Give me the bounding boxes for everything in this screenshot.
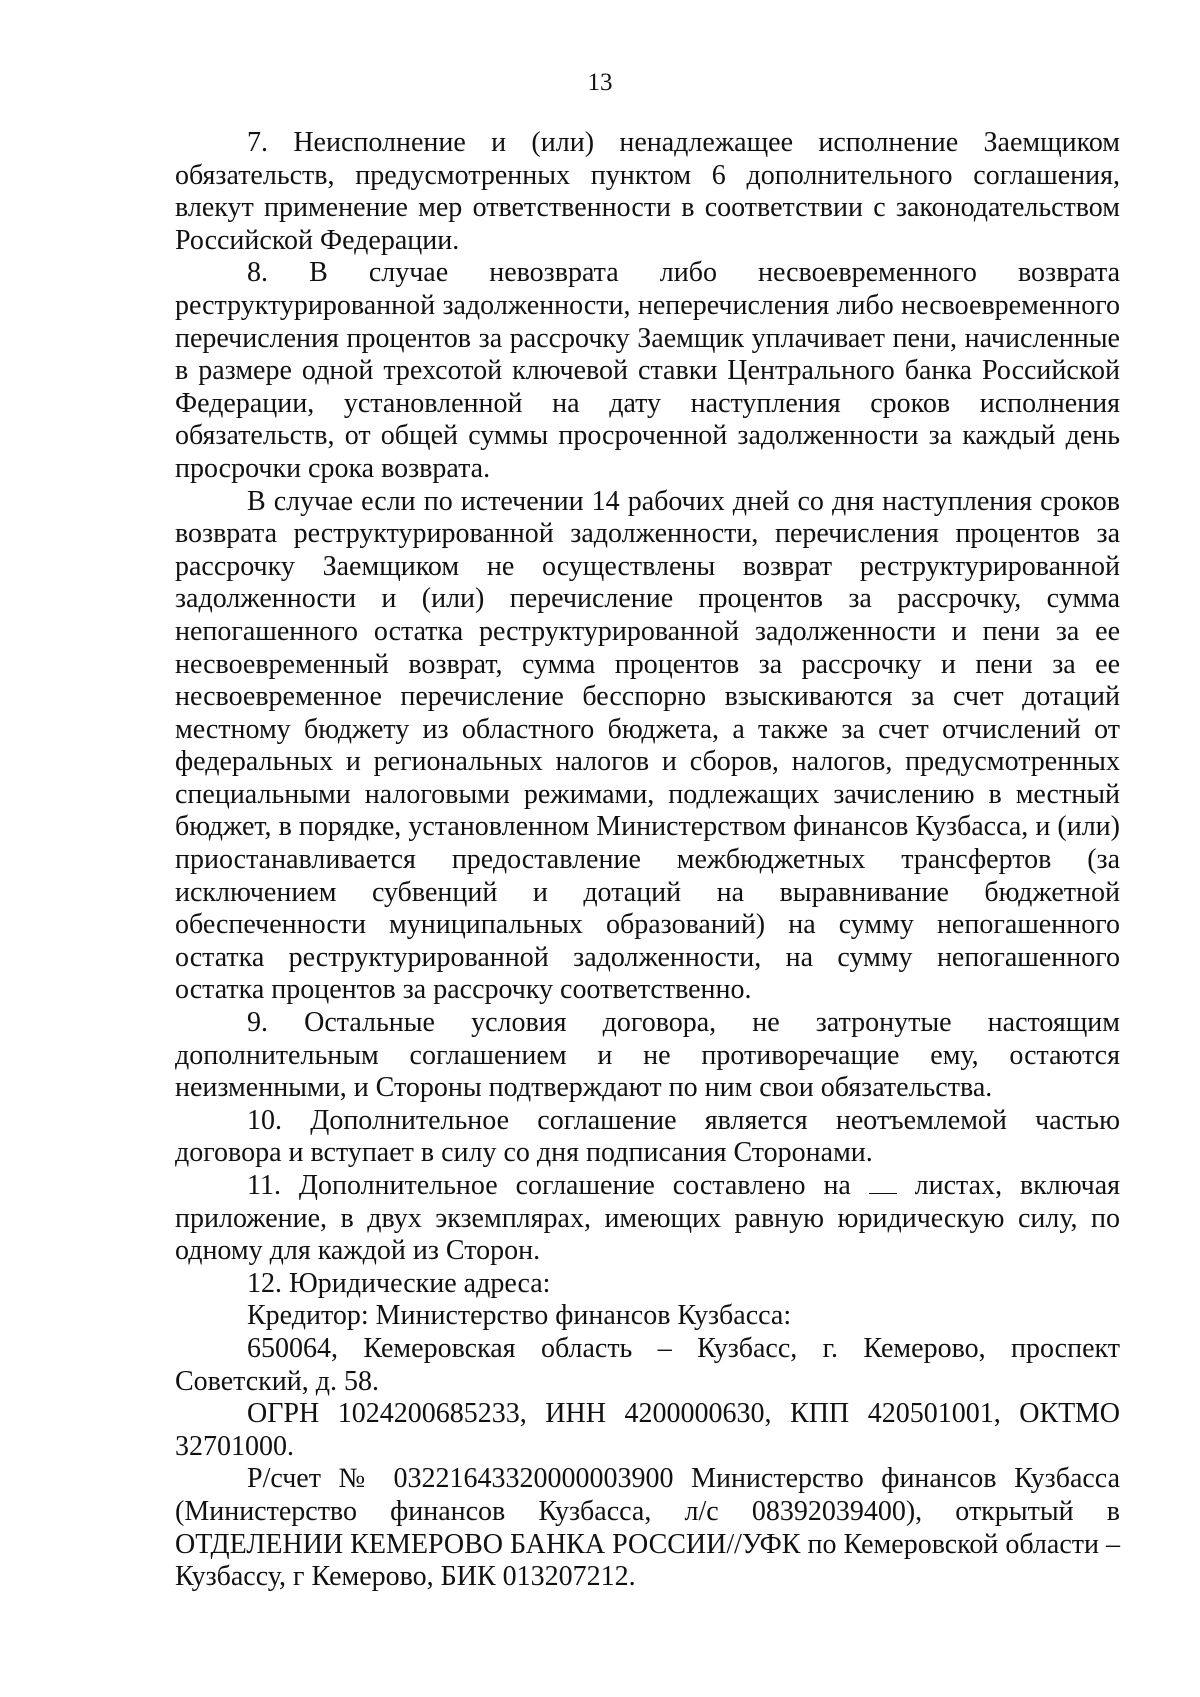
paragraph-11-end: листах, включая приложение, в двух экземплярах, имеющих равную юридическую силу, по одному для каждой из Сторон. — [175, 1170, 1120, 1267]
sheet-count-blank — [869, 1171, 897, 1194]
paragraph-7: 7. Неисполнение и (или) ненадлежащее исполнение Заемщиком обязательств, предусмотренных пунктом 6 дополнительного соглашения, влекут применение мер ответственности в соответствии с законодательством Российской Федерации. — [175, 127, 1120, 256]
paragraph-12: 12. Юридические адреса: — [247, 1267, 551, 1299]
paragraph-8: 8. В случае невозврата либо несвоевременного возврата реструктурированной задолженности, неперечисления либо несвоевременного перечисления процентов за рассрочку Заемщик уплачивает пени, начисленные в размере одной трехсотой ключевой ставки Центрального банка Российской Федерации, установленной на дату наступления сроков исполнения обязательств, от общей суммы просроченной задолженности за каждый день просрочки срока возврата. — [175, 257, 1120, 484]
creditor-bank-account: Р/счет № 03221643320000003900 Министерство финансов Кузбасса (Министерство финансов Кузбасса, л/с 08392039400), открытый в ОТДЕЛЕНИИ КЕМЕРОВО БАНКА РОССИИ//УФК по Кемеровской области – Кузбассу, г Кемерово, БИК 013207212. — [175, 1463, 1120, 1593]
paragraph-10: 10. Дополнительное соглашение является неотъемлемой частью договора и вступает в силу со дня подписания Сторонами. — [175, 1104, 1120, 1169]
paragraph-9: 9. Остальные условия договора, не затронутые настоящим дополнительным соглашением и не противоречащие ему, остаются неизменными, и Стороны подтверждают по ним свои обязательства. — [175, 1007, 1120, 1104]
creditor-line: Кредитор: Министерство финансов Кузбасса: — [247, 1300, 792, 1332]
creditor-address: 650064, Кемеровская область – Кузбасс, г. Кемерово, проспект Советский, д. 58. — [175, 1332, 1120, 1397]
page-number: 13 — [587, 69, 613, 96]
paragraph-11 — [175, 1170, 1120, 1268]
document-body — [175, 127, 1120, 1594]
paragraph-11-start: 11. Дополнительное соглашение составлено на — [247, 1170, 851, 1201]
creditor-registration-codes: ОГРН 1024200685233, ИНН 4200000630, КПП 420501001, ОКТМО 32701000. — [175, 1398, 1120, 1462]
paragraph-8-continuation: В случае если по истечении 14 рабочих дней со дня наступления сроков возврата реструктурированной задолженности, перечисления процентов за рассрочку Заемщиком не осуществлены возврат реструктурированной задолженности и (или) перечисление процентов за рассрочку, сумма непогашенного остатка реструктурированной задолженности и пени за ее несвоевременный возврат, сумма процентов за рассрочку и пени за ее несвоевременное перечисление бесспорно взыскиваются за счет дотаций местному бюджету из областного бюджета, а также за счет отчислений от федеральных и региональных налогов и сборов, налогов, предусмотренных специальными налоговыми режимами, подлежащих зачислению в местный бюджет, в порядке, установленном Министерством финансов Кузбасса, и (или) приостанавливается предоставление межбюджетных трансфертов (за исключением субвенций и дотаций на выравнивание бюджетной обеспеченности муниципальных образований) на сумму непогашенного остатка реструктурированной задолженности, на сумму непогашенного остатка процентов за рассрочку соответственно. — [175, 485, 1120, 1006]
